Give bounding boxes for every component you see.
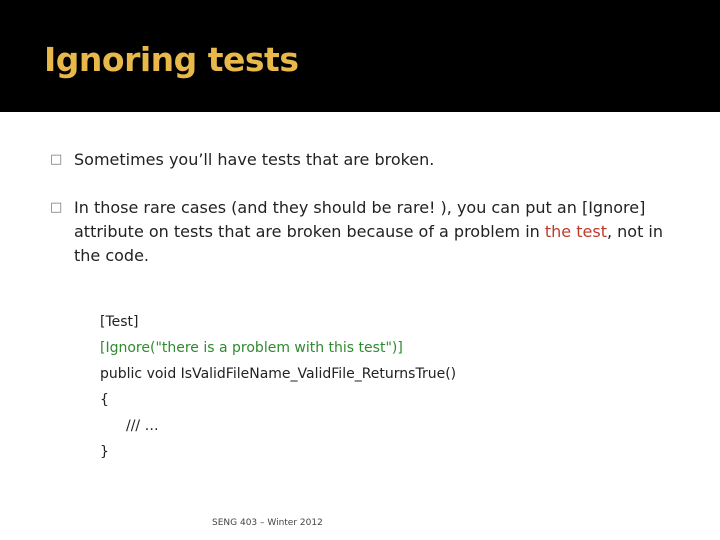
square-bullet-icon: □ xyxy=(50,200,63,215)
code-line-attribute: [Ignore("there is a problem with this test")] xyxy=(100,340,403,356)
bullet-text: Sometimes you’ll have tests that are broken. xyxy=(74,150,435,169)
bullet-text-after: , not in the code. xyxy=(74,222,664,265)
code-line: public void IsValidFileName_ValidFile_ReturnsTrue() xyxy=(100,366,457,382)
bullet-text-before: In those rare cases (and they should be rare! ), you can put an [Ignore] attribute on tests that are broken because of a problem in xyxy=(74,198,646,241)
highlighted-text: the test xyxy=(544,222,607,241)
code-line: /// … xyxy=(126,418,159,434)
square-bullet-icon: □ xyxy=(50,152,63,167)
bullet-item xyxy=(50,148,674,172)
code-line: { xyxy=(100,392,109,408)
title-bar xyxy=(0,0,720,112)
slide-footer: SENG 403 – Winter 2012 xyxy=(212,518,323,528)
bullet-text xyxy=(74,196,674,268)
code-line: } xyxy=(100,444,109,460)
bullet-item xyxy=(50,196,674,268)
slide-title: Ignoring tests xyxy=(44,40,299,79)
code-line: [Test] xyxy=(100,314,139,330)
code-block xyxy=(100,309,456,465)
